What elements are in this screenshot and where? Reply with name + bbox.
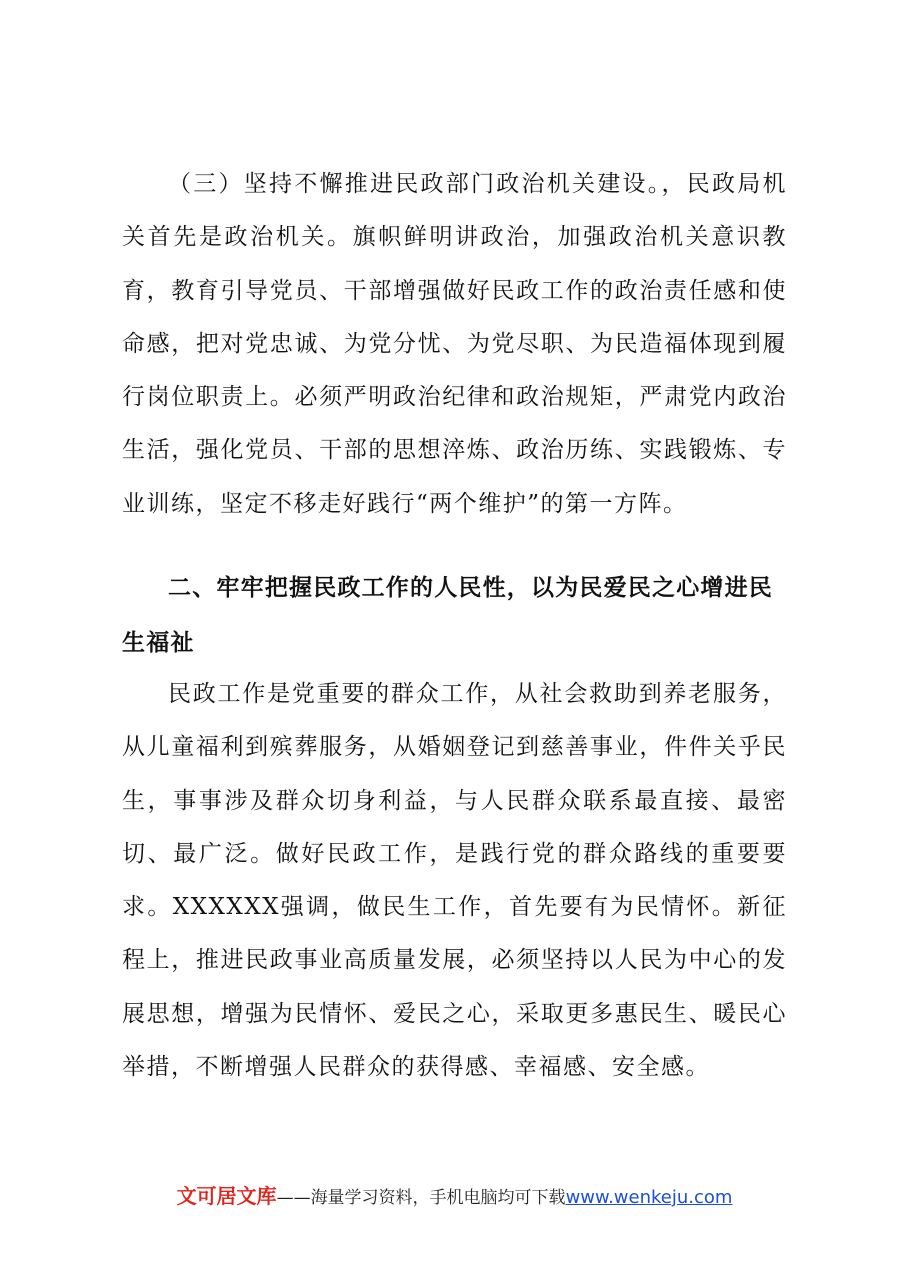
section-heading: 二、牢牢把握民政工作的人民性，以为民爱民之心增进民生福祉	[122, 575, 773, 656]
body-paragraph: 民政工作是党重要的群众工作，从社会救助到养老服务，从儿童福利到殡葬服务，从婚姻登记到慈善事业，件件关乎民生，事事涉及群众切身利益，与人民群众联系最直接、最密切、最广泛。做好民政工作，是践行党的群众路线的重要要求。XXXXXX强调，做民生工作，首先要有为民情怀。新征程上，推进民政事业高质量发展，必须坚持以人民为中心的发展思想，增强为民情怀、爱民之心，采取更多惠民生、暖民心举措，不断增强人民群众的获得感、幸福感、安全感。	[122, 681, 787, 1081]
footer-banner	[0, 1182, 909, 1212]
footer-tagline: 海量学习资料，手机电脑均可下载	[310, 1188, 566, 1208]
footer-brand: 文可居文库	[176, 1184, 277, 1208]
footer-dash: ——	[276, 1188, 311, 1208]
body-paragraph: （三）坚持不懈推进民政部门政治机关建设。，民政局机关首先是政治机关。旗帜鲜明讲政治，加强政治机关意识教育，教育引导党员、干部增强做好民政工作的政治责任感和使命感，把对党忠诚、为党分忧、为党尽职、为民造福体现到履行岗位职责上。必须严明政治纪律和政治规矩，严肃党内政治生活，强化党员、干部的思想淬炼、政治历练、实践锻炼、专业训练，坚定不移走好践行“两个维护”的第一方阵。	[122, 171, 787, 517]
footer-site-link[interactable]: www.wenkeju.com	[565, 1187, 733, 1208]
